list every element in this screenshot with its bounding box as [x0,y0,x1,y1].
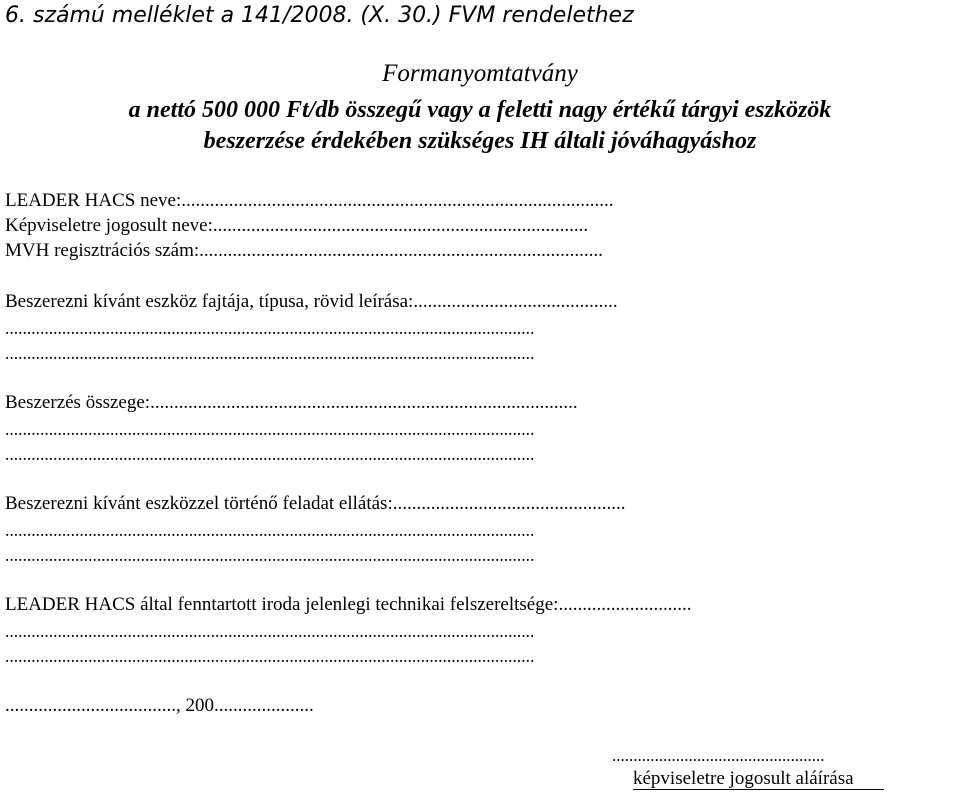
date-place-field[interactable]: ...................................., 200..................... [5,695,314,716]
regulation-reference: 6. számú melléklet a 141/2008. (X. 30.) FVM rendelethez [5,3,634,28]
field-office-equipment-label[interactable]: LEADER HACS által fenntartott iroda jelenlegi technikai felszereltsége:............................ [5,594,692,615]
field-leader-hacs-name[interactable]: LEADER HACS neve:........................................................................................... [5,190,614,211]
field-purchase-amount-line-1[interactable]: ......................................................................................................................... [5,419,535,439]
form-subtitle-line-2: beszerzése érdekében szükséges IH általi jóváhagyáshoz [203,128,757,154]
form-title: Formanyomtatvány [382,60,578,87]
signature-label: képviseletre jogosult aláírása [633,768,854,789]
signature-underline [633,789,884,790]
field-office-equipment-line-2[interactable]: ......................................................................................................................... [5,646,535,666]
field-task-label[interactable]: Beszerezni kívánt eszközzel történő feladat ellátás:................................................. [5,493,626,514]
field-task-line-2[interactable]: ......................................................................................................................... [5,545,535,565]
field-task-line-1[interactable]: ......................................................................................................................... [5,520,535,540]
field-purchase-amount-label[interactable]: Beszerzés összege:.......................................................................................... [5,392,578,413]
field-mvh-registration-number[interactable]: MVH regisztrációs szám:..................................................................................... [5,240,603,261]
field-authorized-representative[interactable]: Képviseletre jogosult neve:............................................................................... [5,215,589,236]
field-purchase-amount-line-2[interactable]: ......................................................................................................................... [5,444,535,464]
field-asset-description-line-1[interactable]: ......................................................................................................................... [5,318,535,338]
signature-dots[interactable]: .................................................. [612,746,825,765]
field-asset-description-line-2[interactable]: ......................................................................................................................... [5,343,535,363]
form-subtitle-line-1: a nettó 500 000 Ft/db összegű vagy a feletti nagy értékű tárgyi eszközök [128,97,832,123]
field-office-equipment-line-1[interactable]: ......................................................................................................................... [5,621,535,641]
field-asset-description-label[interactable]: Beszerezni kívánt eszköz fajtája, típusa, rövid leírása:........................................... [5,291,618,312]
